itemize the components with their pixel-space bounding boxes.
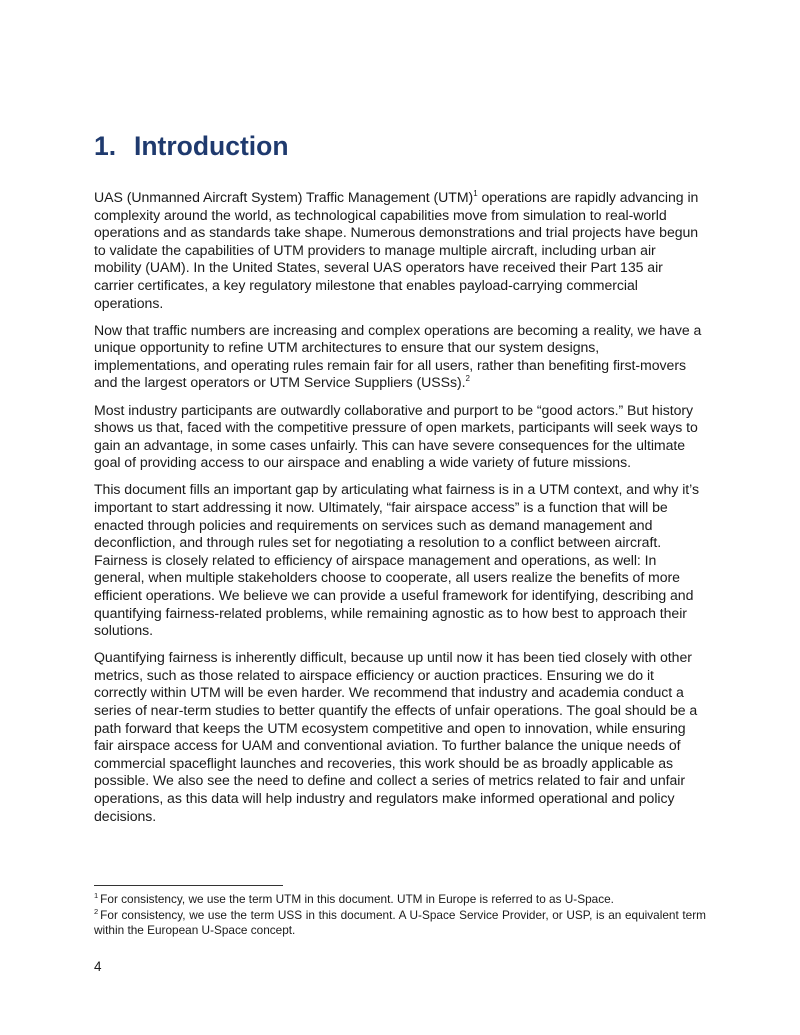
section-title: Introduction [134, 131, 289, 161]
footnote-1 [94, 892, 706, 908]
paragraph-2 [94, 322, 706, 392]
paragraph-1-text-a: UAS (Unmanned Aircraft System) Traffic Management (UTM) [94, 189, 474, 205]
section-number: 1. [94, 131, 117, 161]
footnote-marker: 1 [94, 891, 99, 900]
footnote-2 [94, 908, 706, 939]
paragraph-4: This document fills an important gap by articulating what fairness is in a UTM context, and why it’s important to start addressing it now. Ultimately, “fair airspace access” is a function that will be enacted through policies and requirements on services such as demand management and deconfliction, and through rules set for negotiating a resolution to a conflict between aircraft. Fairness is closely related to efficiency of airspace management and operations, as well: In general, when multiple stakeholders choose to cooperate, all users realize the benefits of more efficient operations. We believe we can provide a useful framework for identifying, describing and quantifying fairness-related problems, while remaining agnostic as to how best to approach their solutions. [94, 481, 699, 639]
body-text [94, 189, 706, 835]
footnote-marker: 2 [94, 906, 99, 916]
footnote-divider [94, 885, 283, 886]
paragraph-3: Most industry participants are outwardly collaborative and purport to be “good actors.” But history shows us that, faced with the competitive pressure of open markets, participants will seek ways to gain an advantage, in some cases unfairly. This can have severe consequences for the ultimate goal of providing access to our airspace and enabling a wide variety of future missions. [94, 401, 698, 471]
section-heading [94, 131, 289, 162]
page-number: 4 [94, 959, 102, 974]
footnote-ref-1: 1 [473, 189, 478, 198]
footnotes [94, 892, 706, 939]
paragraph-1 [94, 189, 706, 312]
paragraph-1-text-b: operations are rapidly advancing in complexity around the world, as technological capabilities move from simulation to real-world operations and as standards take shape. Numerous demonstrations and trial projects have begun to validate the capabilities of UTM providers to manage multiple aircraft, including urban air mobility (UAM). In the United States, several UAS operators have received their Part 135 air carrier certificates, a key regulatory milestone that enables payload-carrying commercial operations. [94, 189, 699, 311]
paragraph-5: Quantifying fairness is inherently difficult, because up until now it has been tied closely with other metrics, such as those related to airspace efficiency or auction practices. Ensuring we do it correctly within UTM will be even harder. We recommend that industry and academia conduct a series of near-term studies to better quantify the effects of unfair operations. The goal should be a path forward that keeps the UTM ecosystem competitive and open to innovation, while ensuring fair airspace access for UAM and conventional aviation. To further balance the unique needs of commercial spaceflight launches and recoveries, this work should be as broadly applicable as possible. We also see the need to define and collect a series of metrics related to fair and unfair operations, as this data will help industry and regulators make informed operational and policy decisions. [94, 649, 698, 824]
paragraph-2-text: Now that traffic numbers are increasing and complex operations are becoming a reality, we have a unique opportunity to refine UTM architectures to ensure that our system designs, implementations, and operating rules remain fair for all users, rather than benefiting first-movers and the largest operators or UTM Service Suppliers (USSs). [94, 321, 702, 391]
footnote-text: For consistency, we use the term USS in this document. A U-Space Service Provider, or USP, is an equivalent term within the European U-Space concept. [94, 907, 706, 937]
footnote-text: For consistency, we use the term UTM in this document. UTM in Europe is referred to as U-Space. [100, 892, 614, 906]
footnote-ref-2: 2 [465, 374, 470, 384]
